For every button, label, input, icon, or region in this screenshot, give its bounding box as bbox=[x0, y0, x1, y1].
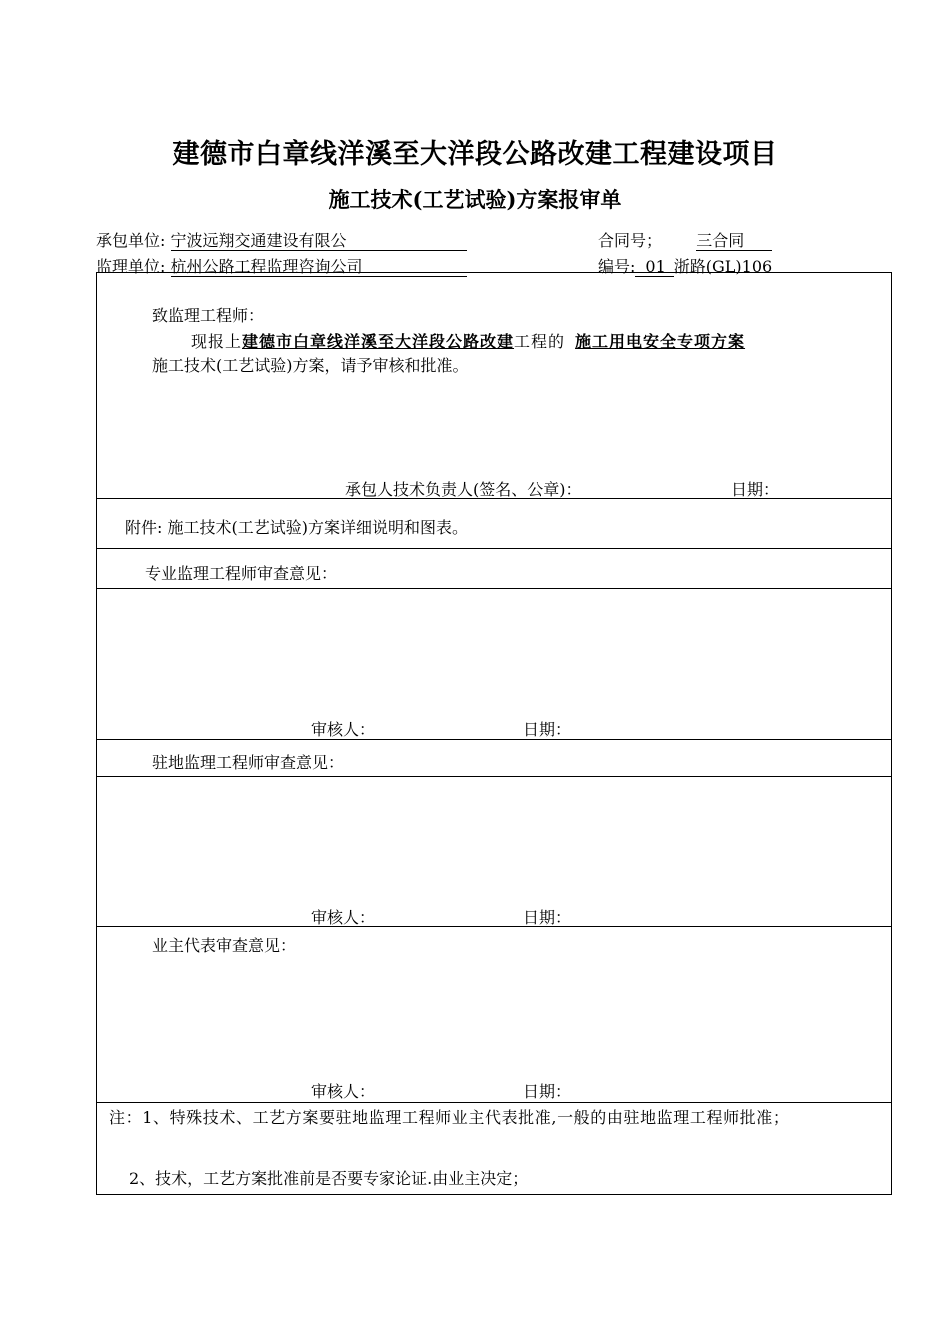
document-subtitle: 施工技术(工艺试验)方案报审单 bbox=[328, 187, 622, 212]
professional-review-date-label: 日期： bbox=[523, 720, 572, 739]
owner-review-label: 业主代表审查意见： bbox=[152, 936, 297, 955]
contract-number-value: 三合同 bbox=[696, 232, 772, 251]
resident-reviewer-label: 审核人： bbox=[311, 908, 376, 927]
document-number-label: 编号: bbox=[598, 257, 636, 276]
contractor-label: 承包单位: bbox=[96, 231, 166, 250]
document-number-value: 01 bbox=[635, 258, 673, 277]
resident-review-label: 驻地监理工程师审查意见： bbox=[152, 753, 345, 772]
salutation: 致监理工程师： bbox=[152, 306, 265, 325]
approval-form-table bbox=[96, 272, 892, 1195]
contractor-value: 宁波远翔交通建设有限公 bbox=[171, 232, 467, 251]
submission-date-label: 日期： bbox=[731, 480, 780, 499]
note-2: 2、技术，工艺方案批准前是否要专家论证.由业主决定； bbox=[129, 1169, 529, 1188]
notes-section bbox=[97, 1103, 891, 1196]
plan-name: 施工用电安全专项方案 bbox=[575, 332, 746, 351]
attachment-section bbox=[97, 499, 891, 549]
professional-reviewer-label: 审核人： bbox=[311, 720, 376, 739]
contract-number-label: 合同号； bbox=[598, 231, 663, 250]
contract-number-line bbox=[598, 228, 772, 251]
note-1: 注：1、特殊技术、工艺方案要驻地监理工程师业主代表批准,一般的由驻地监理工程师批准； bbox=[109, 1108, 790, 1127]
supervisor-label: 监理单位: bbox=[96, 257, 166, 276]
owner-review-date-label: 日期： bbox=[523, 1082, 572, 1101]
attachment-text: 附件: 施工技术(工艺试验)方案详细说明和图表。 bbox=[125, 518, 468, 537]
submission-mid: 工程的 bbox=[514, 332, 566, 351]
project-name: 建德市白章线洋溪至大洋段公路改建 bbox=[242, 332, 515, 351]
document-number-suffix: 浙路(GL)106 bbox=[673, 257, 773, 276]
professional-review-box bbox=[97, 589, 891, 740]
contractor-signer-label: 承包人技术负责人(签名、公章)： bbox=[345, 480, 582, 499]
resident-review-date-label: 日期： bbox=[523, 908, 572, 927]
contractor-line bbox=[96, 228, 467, 251]
supervisor-value: 杭州公路工程监理咨询公司 bbox=[171, 258, 467, 277]
submission-section bbox=[97, 273, 891, 499]
submission-prefix: 现报上 bbox=[191, 332, 243, 351]
owner-review-section bbox=[97, 927, 891, 1103]
resident-review-header bbox=[97, 740, 891, 777]
resident-review-box bbox=[97, 777, 891, 927]
owner-reviewer-label: 审核人： bbox=[311, 1082, 376, 1101]
professional-review-header bbox=[97, 549, 891, 589]
document-title: 建德市白章线洋溪至大洋段公路改建工程建设项目 bbox=[172, 139, 778, 170]
submission-line-2: 施工技术(工艺试验)方案，请予审核和批准。 bbox=[152, 356, 469, 375]
professional-review-label: 专业监理工程师审查意见： bbox=[145, 564, 338, 583]
submission-line-1 bbox=[191, 329, 745, 352]
